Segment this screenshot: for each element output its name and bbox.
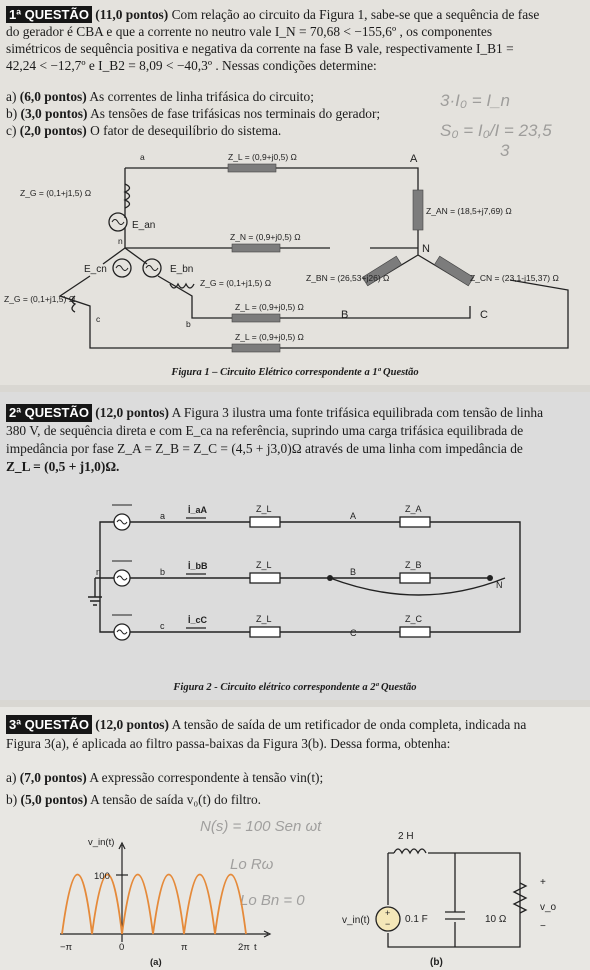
node-n-label: n xyxy=(118,236,123,246)
q3-item-a-label: a) xyxy=(6,770,17,785)
source-label: v_in(t) xyxy=(342,915,370,926)
q3-item-b-points: (5,0 pontos) xyxy=(20,792,88,807)
q1-item-a-label: a) xyxy=(6,89,17,104)
q1-item-b-points: (3,0 pontos) xyxy=(20,106,88,121)
zl-c-block xyxy=(232,344,280,352)
inductor-label: 2 H xyxy=(398,831,414,842)
zcn-label: Z_CN = (23,1-j15,37) Ω xyxy=(470,273,559,283)
q1-line1: Com relação ao circuito da Figura 1, sabe-se que a sequência de fase xyxy=(171,7,540,22)
q2-line1: A Figura 3 ilustra uma fonte trifásica equilibrada com tensão de linha xyxy=(171,405,544,420)
zl-a-block xyxy=(228,164,276,172)
q2-node-N: N xyxy=(496,580,503,590)
rectified-wave-curve xyxy=(62,875,246,935)
handwritten-note-3: 3 xyxy=(500,141,510,160)
zl-c-text: Z_L xyxy=(256,614,272,624)
node-c-label: c xyxy=(96,314,101,324)
zb-box xyxy=(400,573,430,583)
vo-plus-sign: + xyxy=(540,877,546,888)
q2-line3: impedância por fase Z_A = Z_B = Z_C = (4,5 + j3,0)Ω através de uma linha com impedância de xyxy=(6,441,523,456)
q3-badge: 3ª QUESTÃO xyxy=(6,715,92,734)
q1-item-c-label: c) xyxy=(6,123,17,138)
zn-label: Z_N = (0,9+j0,5) Ω xyxy=(230,232,301,242)
zcn-block xyxy=(434,256,473,286)
t-axis-label: t xyxy=(254,942,257,953)
q3-item-b-text: A tensão de saída v₀(t) do filtro. xyxy=(90,792,261,807)
q1-item-c-text: O fator de desequilíbrio do sistema. xyxy=(90,123,282,138)
tick-zero: 0 xyxy=(119,942,125,953)
zg-a-coil xyxy=(125,184,130,208)
ean-label: E_an xyxy=(132,220,156,231)
handwritten-note-5: Lo Rω xyxy=(230,856,274,873)
zl-c-box xyxy=(250,627,280,637)
zl-b-box xyxy=(250,573,280,583)
zl-a-label: Z_L = (0,9+j0,5) Ω xyxy=(228,152,297,162)
q3-handwritten-notes xyxy=(200,818,322,909)
q2-node-n: n xyxy=(96,567,102,577)
q3-line1: A tensão de saída de um retificador de onda completa, indicada na xyxy=(171,717,527,732)
zg-b-label: Z_G = (0,1+j1,5) Ω xyxy=(200,278,272,288)
zl-b-block xyxy=(232,314,280,322)
ecn-sine-icon xyxy=(116,266,128,271)
q2-points: (12,0 pontos) xyxy=(95,405,169,420)
handwritten-note-6: Lo Bn = 0 xyxy=(240,892,305,909)
q1-item-a-text: As correntes de linha trifásica do circuito; xyxy=(89,89,314,104)
current-icc-label: İ_cC xyxy=(188,615,208,625)
za-text: Z_A xyxy=(405,504,422,514)
filter-wires xyxy=(388,853,520,947)
figure-2-circuit xyxy=(0,392,590,700)
current-arrows xyxy=(186,518,206,628)
q2-node-a: a xyxy=(160,511,166,521)
vin-source-minus-icon: − xyxy=(385,919,391,929)
q1-badge: 1ª QUESTÃO xyxy=(6,6,92,23)
zb-text: Z_B xyxy=(405,560,422,570)
q1-points: (11,0 pontos) xyxy=(95,7,169,22)
q1-item-a-points: (6,0 pontos) xyxy=(19,89,87,104)
vo-label: v_o xyxy=(540,902,557,913)
zan-block xyxy=(413,190,423,230)
figure-3 xyxy=(0,707,590,970)
ean-sine-icon xyxy=(112,220,124,225)
node-N-dot xyxy=(487,575,493,581)
zl-a-text: Z_L xyxy=(256,504,272,514)
handwritten-note-2: S₀ = I₀/I = 23,5 xyxy=(440,121,552,140)
handwritten-note-4: N(s) = 100 Sen ωt xyxy=(200,818,322,835)
q3-item-b-label: b) xyxy=(6,792,18,807)
za-box xyxy=(400,517,430,527)
node-b-label: b xyxy=(186,319,191,329)
q2-node-A: A xyxy=(350,511,357,521)
tick-2pi: 2π xyxy=(238,942,250,953)
q2-line4: Z_L = (0,5 + j1,0)Ω. xyxy=(6,459,120,474)
node-B-dot xyxy=(327,575,333,581)
zn-block xyxy=(232,244,280,252)
line-c-wire xyxy=(60,276,568,348)
q2-badge: 2ª QUESTÃO xyxy=(6,404,92,422)
question-2-section xyxy=(0,392,590,700)
q1-line3: simétricos de sequência positiva e negativa da corrente na fase B vale, respectivamente I_B1 = xyxy=(6,41,514,56)
question-3-section xyxy=(0,707,590,970)
current-ibb-label: İ_bB xyxy=(188,561,208,571)
vin-axis-label: v_in(t) xyxy=(88,837,115,848)
q3-line2: Figura 3(a), é aplicada ao filtro passa-baixas da Figura 3(b). Dessa forma, obtenha: xyxy=(6,736,451,751)
vin-source-plus-icon: + xyxy=(385,908,391,918)
low-pass-filter-circuit xyxy=(388,849,526,947)
q1-item-c-points: (2,0 pontos) xyxy=(19,123,87,138)
question-1-section xyxy=(0,0,590,385)
node-B-label: B xyxy=(341,309,349,321)
figure-1-caption: Figura 1 – Circuito Elétrico correspondente a 1ª Questão xyxy=(171,367,419,378)
zl-b-label: Z_L = (0,9+j0,5) Ω xyxy=(235,302,304,312)
source-star-wires xyxy=(103,248,147,264)
handwritten-note-1: 3·I₀ = I_n xyxy=(440,91,511,110)
zg-c-label: Z_G = (0,1+j1,5) Ω xyxy=(4,294,76,304)
capacitor-icon xyxy=(445,853,465,947)
y-value-100: 100 xyxy=(94,871,110,882)
figure-2-caption: Figura 2 - Circuito elétrico correspondente a 2ª Questão xyxy=(173,682,417,693)
q2-node-C: C xyxy=(350,628,357,638)
node-C-label: C xyxy=(480,309,488,321)
figure-1-circuit xyxy=(0,0,590,385)
q3-item-a-text: A expressão correspondente à tensão vin(t); xyxy=(89,770,324,785)
capacitor-label: 0.1 F xyxy=(405,914,428,925)
figure-3b-label: (b) xyxy=(430,957,443,968)
zc-text: Z_C xyxy=(405,614,423,624)
q2-line2: 380 V, de sequência direta e com E_ca na referência, suprindo uma carga trifásica equilibrada de xyxy=(6,423,524,438)
zg-a-label: Z_G = (0,1+j1,5) Ω xyxy=(20,188,92,198)
q2-node-B: B xyxy=(350,567,357,577)
zl-c-label: Z_L = (0,9+j0,5) Ω xyxy=(235,332,304,342)
ecn-label: E_cn xyxy=(84,264,107,275)
zl-b-text: Z_L xyxy=(256,560,272,570)
q1-line2: do gerador é CBA e que a corrente no neutro vale I_N = 70,68 < −155,6º , os componentes xyxy=(6,24,493,39)
q3-item-a-points: (7,0 pontos) xyxy=(19,770,87,785)
q2-node-b: b xyxy=(160,567,166,577)
tick-minus-pi: −π xyxy=(60,942,73,953)
q3-points: (12,0 pontos) xyxy=(95,717,169,732)
q1-item-b-label: b) xyxy=(6,106,18,121)
zl-a-box xyxy=(250,517,280,527)
node-a-label: a xyxy=(140,152,145,162)
zbn-label: Z_BN = (26,53+j26) Ω xyxy=(306,273,390,283)
zc-box xyxy=(400,627,430,637)
vo-minus-sign: − xyxy=(540,921,546,932)
q1-line4: 42,24 < −12,7º e I_B2 = 8,09 < −40,3º . Nessas condições determine: xyxy=(6,58,377,73)
resistor-label: 10 Ω xyxy=(485,914,507,925)
tick-pi: π xyxy=(181,942,188,953)
node-N-label: N xyxy=(422,243,430,255)
q1-item-b-text: As tensões de fase trifásicas nos terminais do gerador; xyxy=(90,106,381,121)
inductor-coil-icon xyxy=(394,849,426,853)
ebn-label: E_bn xyxy=(170,264,194,275)
zan-label: Z_AN = (18,5+j7,69) Ω xyxy=(426,206,512,216)
ebn-sine-icon xyxy=(146,266,158,271)
q2-node-c: c xyxy=(160,621,165,631)
q1-handwritten-notes xyxy=(440,91,552,160)
current-iaa-label: İ_aA xyxy=(188,505,208,515)
node-A-label: A xyxy=(410,153,418,165)
figure-3a-label: (a) xyxy=(150,957,162,968)
